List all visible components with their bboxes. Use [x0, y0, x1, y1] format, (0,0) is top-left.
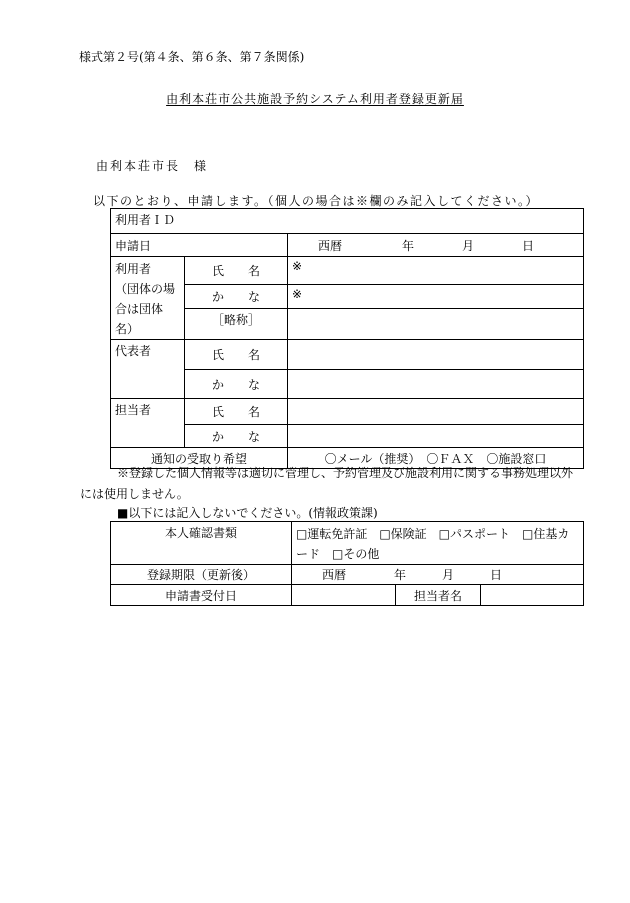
application-date-row: [111, 234, 584, 257]
representative-label: 代表者: [111, 340, 185, 399]
id-docs-row: [111, 522, 584, 565]
rep-kana-label: か な: [185, 370, 288, 399]
charge-name-field[interactable]: [288, 399, 584, 425]
user-label: 利用者: [115, 262, 152, 276]
user-kana-field[interactable]: ※: [288, 284, 584, 308]
id-docs-options[interactable]: □運転免許証 □保険証 □パスポート □住基カード □その他: [292, 522, 584, 565]
user-id-label: 利用者ＩＤ: [111, 209, 584, 234]
office-use-table: [110, 521, 584, 606]
person-in-charge-label: 担当者: [111, 399, 185, 448]
rep-name-row: [111, 340, 584, 370]
rep-kana-field[interactable]: [288, 370, 584, 399]
staff-label: 担当者名: [396, 585, 481, 606]
document-title-text: 由利本荘市公共施設予約システム利用者登録更新届: [166, 92, 464, 106]
user-id-row: [111, 209, 584, 234]
charge-kana-label: か な: [185, 425, 288, 448]
rep-name-field[interactable]: [288, 340, 584, 370]
user-name-field[interactable]: ※: [288, 257, 584, 285]
user-kana-label: か な: [185, 284, 288, 308]
privacy-note-line1: ※登録した個人情報等は適切に管理し、予約管理及び施設利用に関する事務処理以外: [117, 466, 574, 480]
application-date-label: 申請日: [111, 234, 288, 257]
id-docs-label: 本人確認書類: [111, 522, 292, 565]
expiry-row: [111, 565, 584, 585]
charge-kana-field[interactable]: [288, 425, 584, 448]
received-label: 申請書受付日: [111, 585, 292, 606]
registration-table: [110, 208, 584, 469]
privacy-note-line2: には使用しません。: [80, 487, 189, 501]
application-date-field[interactable]: 西暦 年 月 日: [288, 234, 584, 257]
charge-name-row: [111, 399, 584, 425]
intro-text: 以下のとおり、申請します。（個人の場合は※欄のみ記入してください。）: [93, 194, 540, 208]
received-row: [111, 585, 584, 606]
office-use-note: ■以下には記入しないでください。(情報政策課): [117, 506, 378, 520]
user-label-cell: [111, 257, 185, 340]
received-date-field[interactable]: [292, 585, 396, 606]
user-name-row: [111, 257, 584, 285]
user-group-note: （団体の場合は団体名）: [115, 282, 176, 336]
notification-options[interactable]: 〇メール（推奨） 〇ＦＡＸ 〇施設窓口: [288, 448, 584, 469]
expiry-label: 登録期限（更新後）: [111, 565, 292, 585]
expiry-field[interactable]: 西暦 年 月 日: [292, 565, 584, 585]
notification-label: 通知の受取り希望: [111, 448, 288, 469]
rep-name-label: 氏 名: [185, 340, 288, 370]
user-abbr-label: ［略称］: [185, 309, 288, 340]
addressee: 由利本荘市長 様: [96, 159, 209, 173]
staff-field[interactable]: [481, 585, 584, 606]
user-name-label: 氏 名: [185, 257, 288, 285]
document-title: [0, 90, 630, 107]
charge-name-label: 氏 名: [185, 399, 288, 425]
user-abbr-field[interactable]: [288, 309, 584, 340]
form-number: 様式第２号(第４条、第６条、第７条関係): [79, 50, 305, 64]
